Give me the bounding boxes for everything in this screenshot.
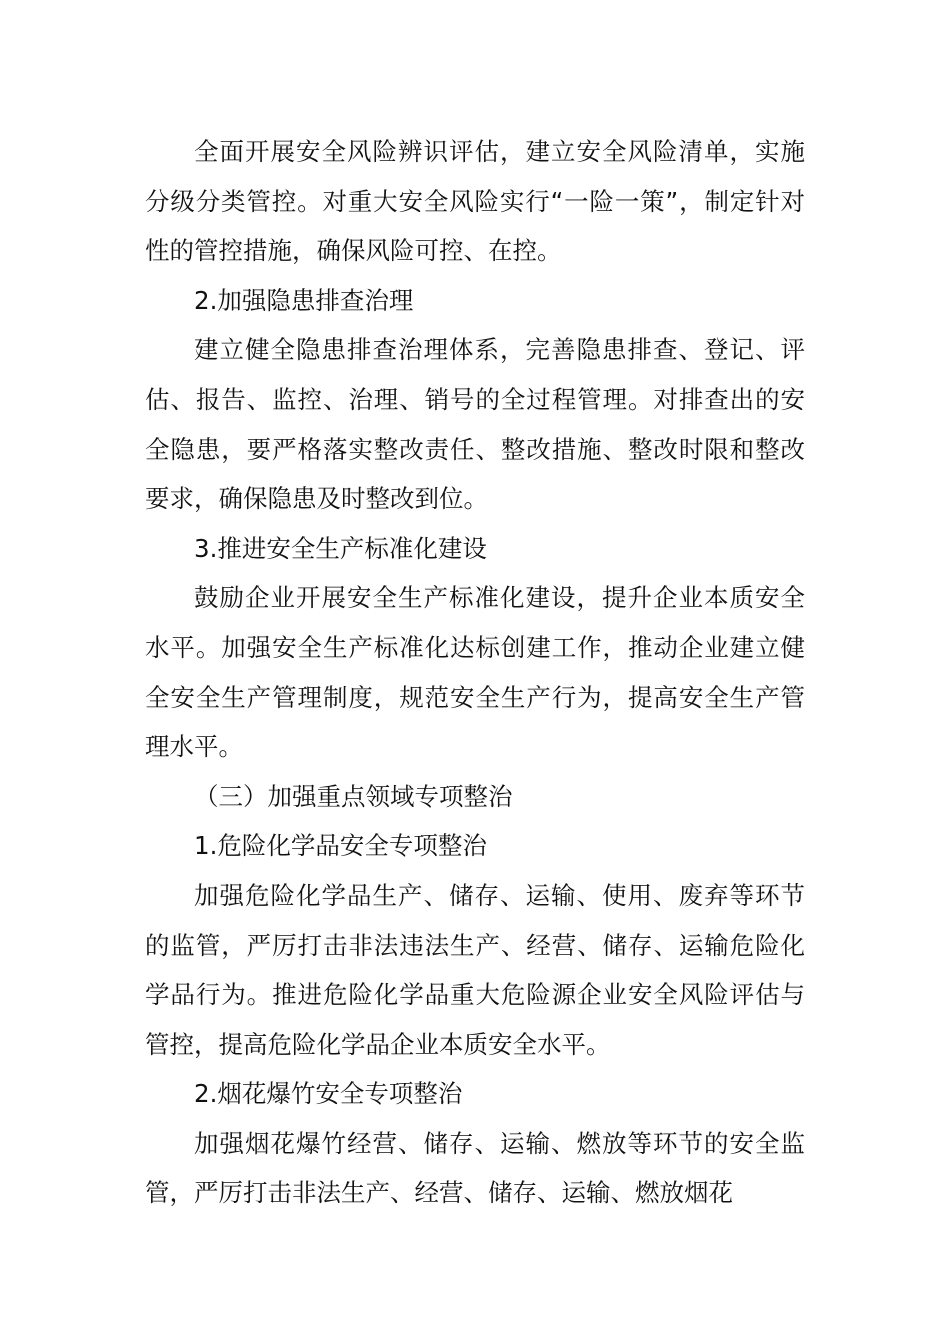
- paragraph-fireworks: 加强烟花爆竹经营、储存、运输、燃放等环节的安全监管，严厉打击非法生产、经营、储存、运输、燃放烟花: [145, 1128, 805, 1208]
- heading-standardization: 3.推进安全生产标准化建设: [194, 533, 487, 563]
- heading-hazardous-chemicals: 1.危险化学品安全专项整治: [194, 831, 487, 861]
- section-heading-key-areas: （三）加强重点领域专项整治: [194, 781, 513, 811]
- document-page: [145, 127, 805, 1218]
- paragraph-hazardous-chemicals: 加强危险化学品生产、储存、运输、使用、废弃等环节的监管，严厉打击非法违法生产、经营、储存、运输危险化学品行为。推进危险化学品重大危险源企业安全风险评估与管控，提高危险化学品企业本质安全水平。: [145, 880, 805, 1059]
- heading-fireworks: 2.烟花爆竹安全专项整治: [194, 1079, 463, 1109]
- paragraph-risk-identification: 全面开展安全风险辨识评估，建立安全风险清单，实施分级分类管控。对重大安全风险实行“一险一策”，制定针对性的管控措施，确保风险可控、在控。: [145, 137, 805, 266]
- paragraph-standardization: 鼓励企业开展安全生产标准化建设，提升企业本质安全水平。加强安全生产标准化达标创建工作，推动企业建立健全安全生产管理制度，规范安全生产行为，提高安全生产管理水平。: [145, 583, 805, 762]
- paragraph-hidden-danger-system: 建立健全隐患排查治理体系，完善隐患排查、登记、评估、报告、监控、治理、销号的全过程管理。对排查出的安全隐患，要严格落实整改责任、整改措施、整改时限和整改要求，确保隐患及时整改到位。: [145, 335, 805, 514]
- heading-hidden-danger-investigation: 2.加强隐患排查治理: [194, 285, 414, 315]
